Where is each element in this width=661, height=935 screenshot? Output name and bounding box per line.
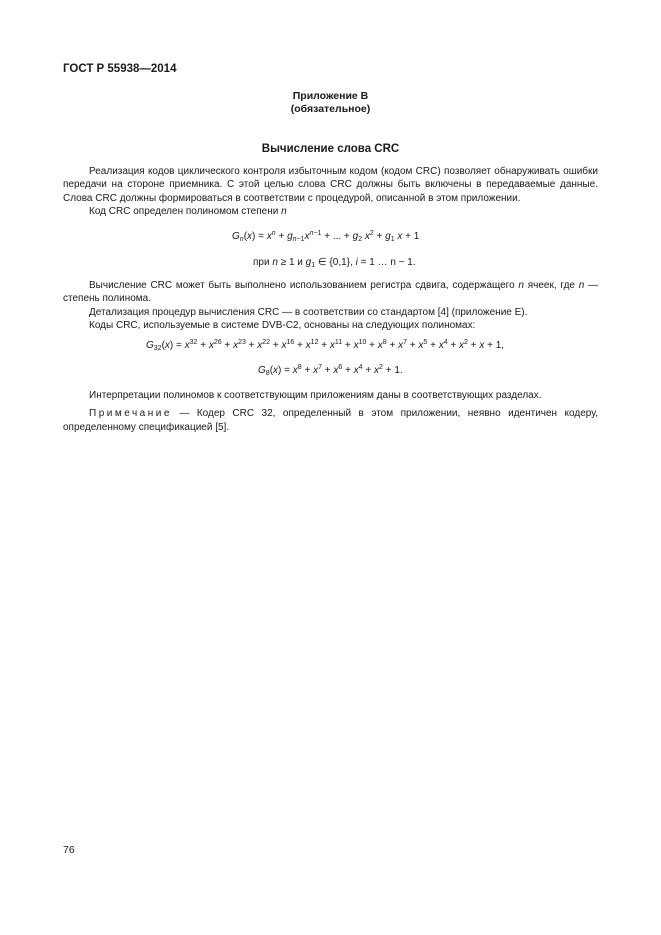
closing-text — [63, 389, 598, 434]
paragraph-crc-polynomial-text: Код CRC определен полиномом степени — [89, 205, 279, 217]
shift-register-text-c: — степень полинома. — [63, 280, 599, 305]
note-paragraph — [63, 407, 598, 434]
page-number: 76 — [63, 844, 75, 856]
paragraph-shift-register — [63, 279, 598, 306]
appendix-kind: (обязательное) — [290, 103, 371, 115]
condition-range: 1 … n − 1. — [369, 257, 416, 268]
formula-g32: $G_{32}(x) = x^{32} + x^{26} + x^{23} + x^{22} + x^{16} + x^{12} + x^{11} + x^{10} + x^8 + x^7 + x^5 + x^4 + x^2 + x + 1$, — [146, 339, 505, 352]
degree-variable: n — [281, 205, 287, 217]
degree-variable-2: n — [578, 280, 585, 291]
formula-g8: $G_8(x) = x^8 + x^7 + x^6 + x^4 + x^2 + 1$. — [258, 364, 403, 377]
paragraph-dvb-c2-polynomials: Коды CRC, используемые в системе DVB-C2, основаны на следующих полиномах: — [89, 319, 476, 331]
formula-condition: при n ≥ 1 и $g_1$ ∈ {0,1}, i = 1 … n − 1. — [253, 257, 416, 269]
section-title: Вычисление слова CRC — [261, 143, 400, 155]
paragraph-interpretation: Интерпретации полиномов к соответствующим приложениям даны в соответствующих разделах. — [89, 390, 542, 401]
formula-generator-polynomial: $G_n(x) = x^n + g_{n-1}x^{n-1}$ + ... + $g_2$ $x^2 + g_1$ x + 1 — [232, 230, 420, 243]
condition-set: {0,1} — [329, 257, 351, 268]
intro-text — [63, 165, 598, 218]
paragraph-crc-purpose: Реализация кодов циклического контроля избыточным кодом (кодом CRC) позволяет обнаруживать ошибки передачи на стороне приемника. С этой целью слова CRC должны быть включены в передаваемые данные. Слова CRC должны формироваться в соответствии с процедурой, описанной в этом приложении. — [63, 166, 598, 204]
appendix-title: Приложение В — [292, 90, 369, 102]
cells-variable: n — [518, 280, 524, 291]
paragraph-procedure-details: Детализация процедур вычисления CRC — в соответствии со стандартом [4] (приложение Е). — [89, 306, 528, 318]
condition-prefix: при — [253, 257, 270, 268]
shift-register-text-b: ячеек, где — [527, 280, 575, 291]
appendix-heading — [0, 90, 661, 116]
condition-and: и — [297, 257, 303, 268]
note-label: Примечание — [89, 408, 172, 420]
body-text — [63, 279, 598, 332]
paragraph-crc-polynomial — [63, 205, 598, 218]
note-text: — Кодер CRC 32, определенный в этом приложении, неявно идентичен кодеру, определенному спецификацией [5]. — [63, 408, 598, 433]
standard-designation: ГОСТ Р 55938—2014 — [63, 63, 177, 75]
shift-register-text-a: Вычисление CRC может быть выполнено использованием регистра сдвига, содержащего — [89, 280, 515, 291]
